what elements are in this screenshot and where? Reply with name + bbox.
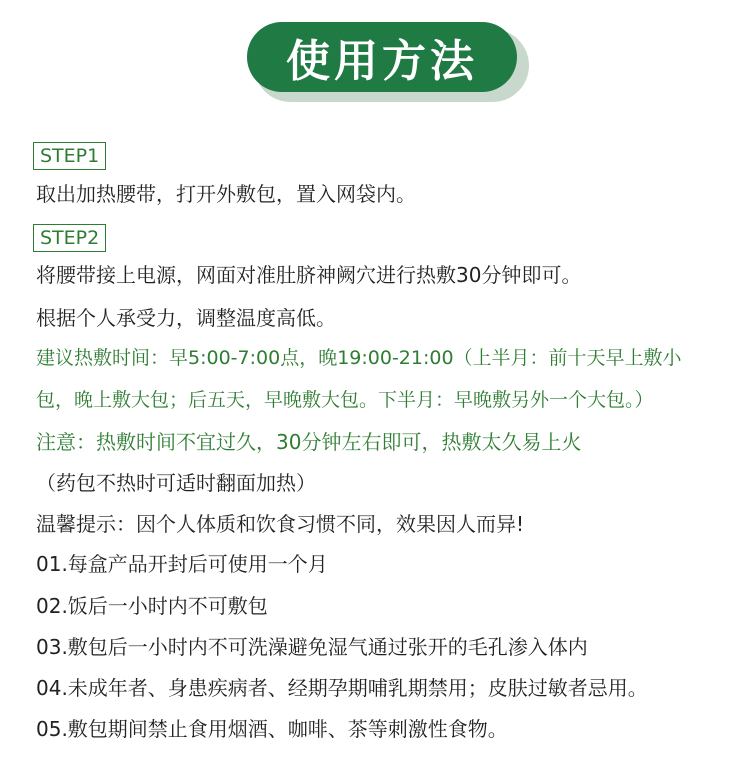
tip-item: 05.敷包期间禁止食用烟酒、咖啡、茶等刺激性食物。 <box>36 717 508 741</box>
tips-heading: 温馨提示：因个人体质和饮食习惯不同，效果因人而异! <box>36 512 525 536</box>
title-banner <box>247 22 525 98</box>
suggestion-line-1: 建议热敷时间：早5:00-7:00点，晚19:00-21:00（上半月：前十天早上敷小 <box>36 347 682 369</box>
page-title: 使用方法 <box>247 22 517 92</box>
step2-adjust-note: 根据个人承受力，调整温度高低。 <box>36 306 336 330</box>
notice-line: 注意：热敷时间不宜过久，30分钟左右即可，热敷太久易上火 <box>36 430 582 454</box>
step1-instruction: 取出加热腰带，打开外敷包，置入网袋内。 <box>36 182 416 206</box>
tip-item: 02.饭后一小时内不可敷包 <box>36 594 268 618</box>
tip-item: 04.未成年者、身患疾病者、经期孕期哺乳期禁用；皮肤过敏者忌用。 <box>36 676 648 700</box>
tip-item: 03.敷包后一小时内不可洗澡避免湿气通过张开的毛孔渗入体内 <box>36 635 588 659</box>
tip-item: 01.每盒产品开封后可使用一个月 <box>36 552 328 576</box>
step2-badge: STEP2 <box>33 224 106 252</box>
notice-subnote: （药包不热时可适时翻面加热） <box>36 471 316 495</box>
step2-instruction: 将腰带接上电源，网面对准肚脐神阙穴进行热敷30分钟即可。 <box>36 263 582 287</box>
step1-badge: STEP1 <box>33 142 106 170</box>
suggestion-line-2: 包，晚上敷大包；后五天，早晚敷大包。下半月：早晚敷另外一个大包。） <box>36 389 654 411</box>
